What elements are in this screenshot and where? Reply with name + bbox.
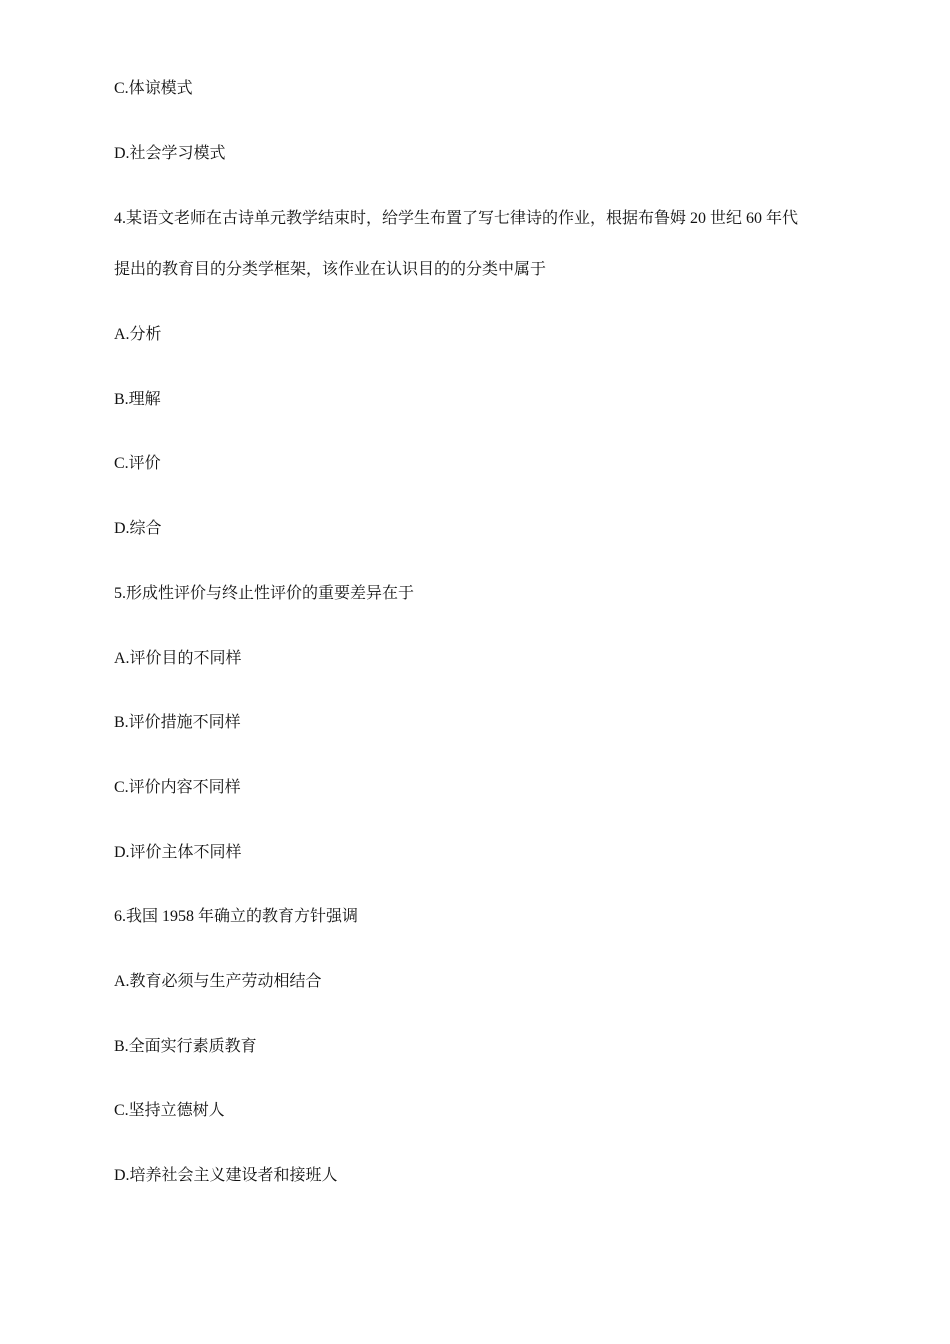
option-c-q4: C.评价	[114, 455, 161, 472]
question-4-line-1: 4.某语文老师在古诗单元教学结束时，给学生布置了写七律诗的作业，根据布鲁姆 20 世纪 60 年代	[114, 210, 799, 227]
option-b-q6: B.全面实行素质教育	[114, 1038, 257, 1055]
option-c-q6: C.坚持立德树人	[114, 1102, 225, 1119]
question-5: 5.形成性评价与终止性评价的重要差异在于	[114, 585, 415, 602]
option-b-q4: B.理解	[114, 391, 161, 408]
option-a-q6: A.教育必须与生产劳动相结合	[114, 973, 322, 990]
question-6: 6.我国 1958 年确立的教育方针强调	[114, 908, 359, 925]
option-d-q4: D.综合	[114, 520, 162, 537]
option-d-q6: D.培养社会主义建设者和接班人	[114, 1167, 338, 1184]
option-c-q3: C.体谅模式	[114, 80, 193, 97]
question-4-line-2: 提出的教育目的分类学框架，该作业在认识目的的分类中属于	[114, 261, 547, 278]
option-a-q4: A.分析	[114, 326, 162, 343]
option-b-q5: B.评价措施不同样	[114, 714, 241, 731]
option-a-q5: A.评价目的不同样	[114, 650, 242, 667]
option-c-q5: C.评价内容不同样	[114, 779, 241, 796]
option-d-q3: D.社会学习模式	[114, 145, 226, 162]
option-d-q5: D.评价主体不同样	[114, 844, 242, 861]
